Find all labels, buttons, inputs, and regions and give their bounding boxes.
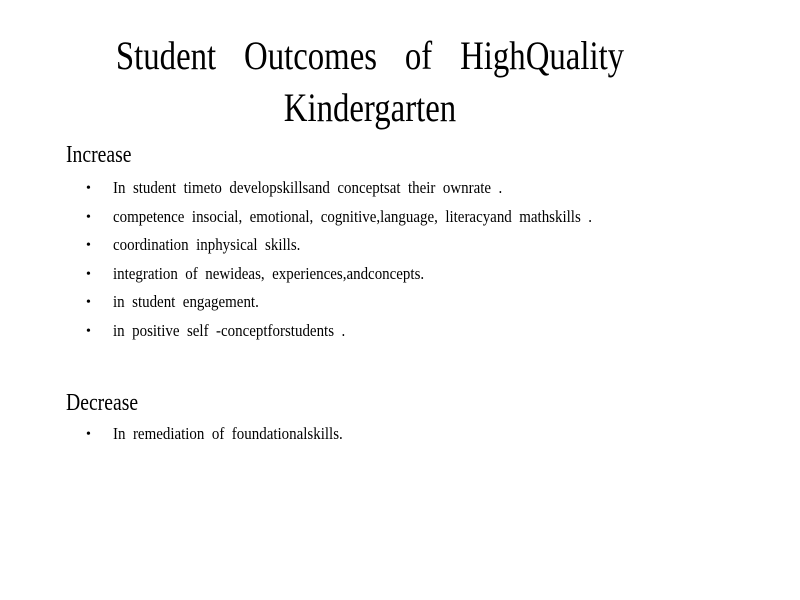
bullet-icon: • [86, 266, 91, 282]
bullet-icon: • [86, 295, 91, 311]
increase-item [66, 174, 503, 203]
increase-section [66, 140, 592, 346]
increase-item-text: coordination inphysical skills. [113, 235, 301, 255]
increase-item [66, 260, 425, 289]
increase-item [66, 231, 301, 260]
increase-item [66, 317, 346, 346]
increase-item [66, 203, 592, 232]
bullet-icon: • [86, 427, 91, 442]
decrease-heading: Decrease [66, 390, 139, 416]
increase-list [66, 174, 592, 346]
increase-item [66, 288, 259, 317]
increase-item-text: in positive self -conceptforstudents . [113, 320, 346, 340]
increase-item-text: competence insocial, emotional, cognitive,language, literacyand mathskills . [113, 206, 592, 226]
increase-item-text: integration of newideas, experiences,andconcepts. [113, 263, 425, 283]
decrease-item [66, 420, 343, 449]
decrease-section [66, 388, 343, 449]
increase-heading: Increase [66, 142, 132, 168]
slide-title: Student Outcomes of HighQuality Kindergarten [115, 33, 625, 130]
increase-item-text: in student engagement. [113, 292, 259, 312]
decrease-item-text: In remediation of foundationalskills. [113, 424, 343, 443]
bullet-icon: • [86, 323, 91, 339]
bullet-icon: • [86, 238, 91, 254]
bullet-icon: • [86, 209, 91, 225]
decrease-list [66, 420, 343, 449]
increase-item-text: In student timeto developskillsand conceptsat their ownrate . [113, 178, 503, 197]
bullet-icon: • [86, 181, 91, 196]
